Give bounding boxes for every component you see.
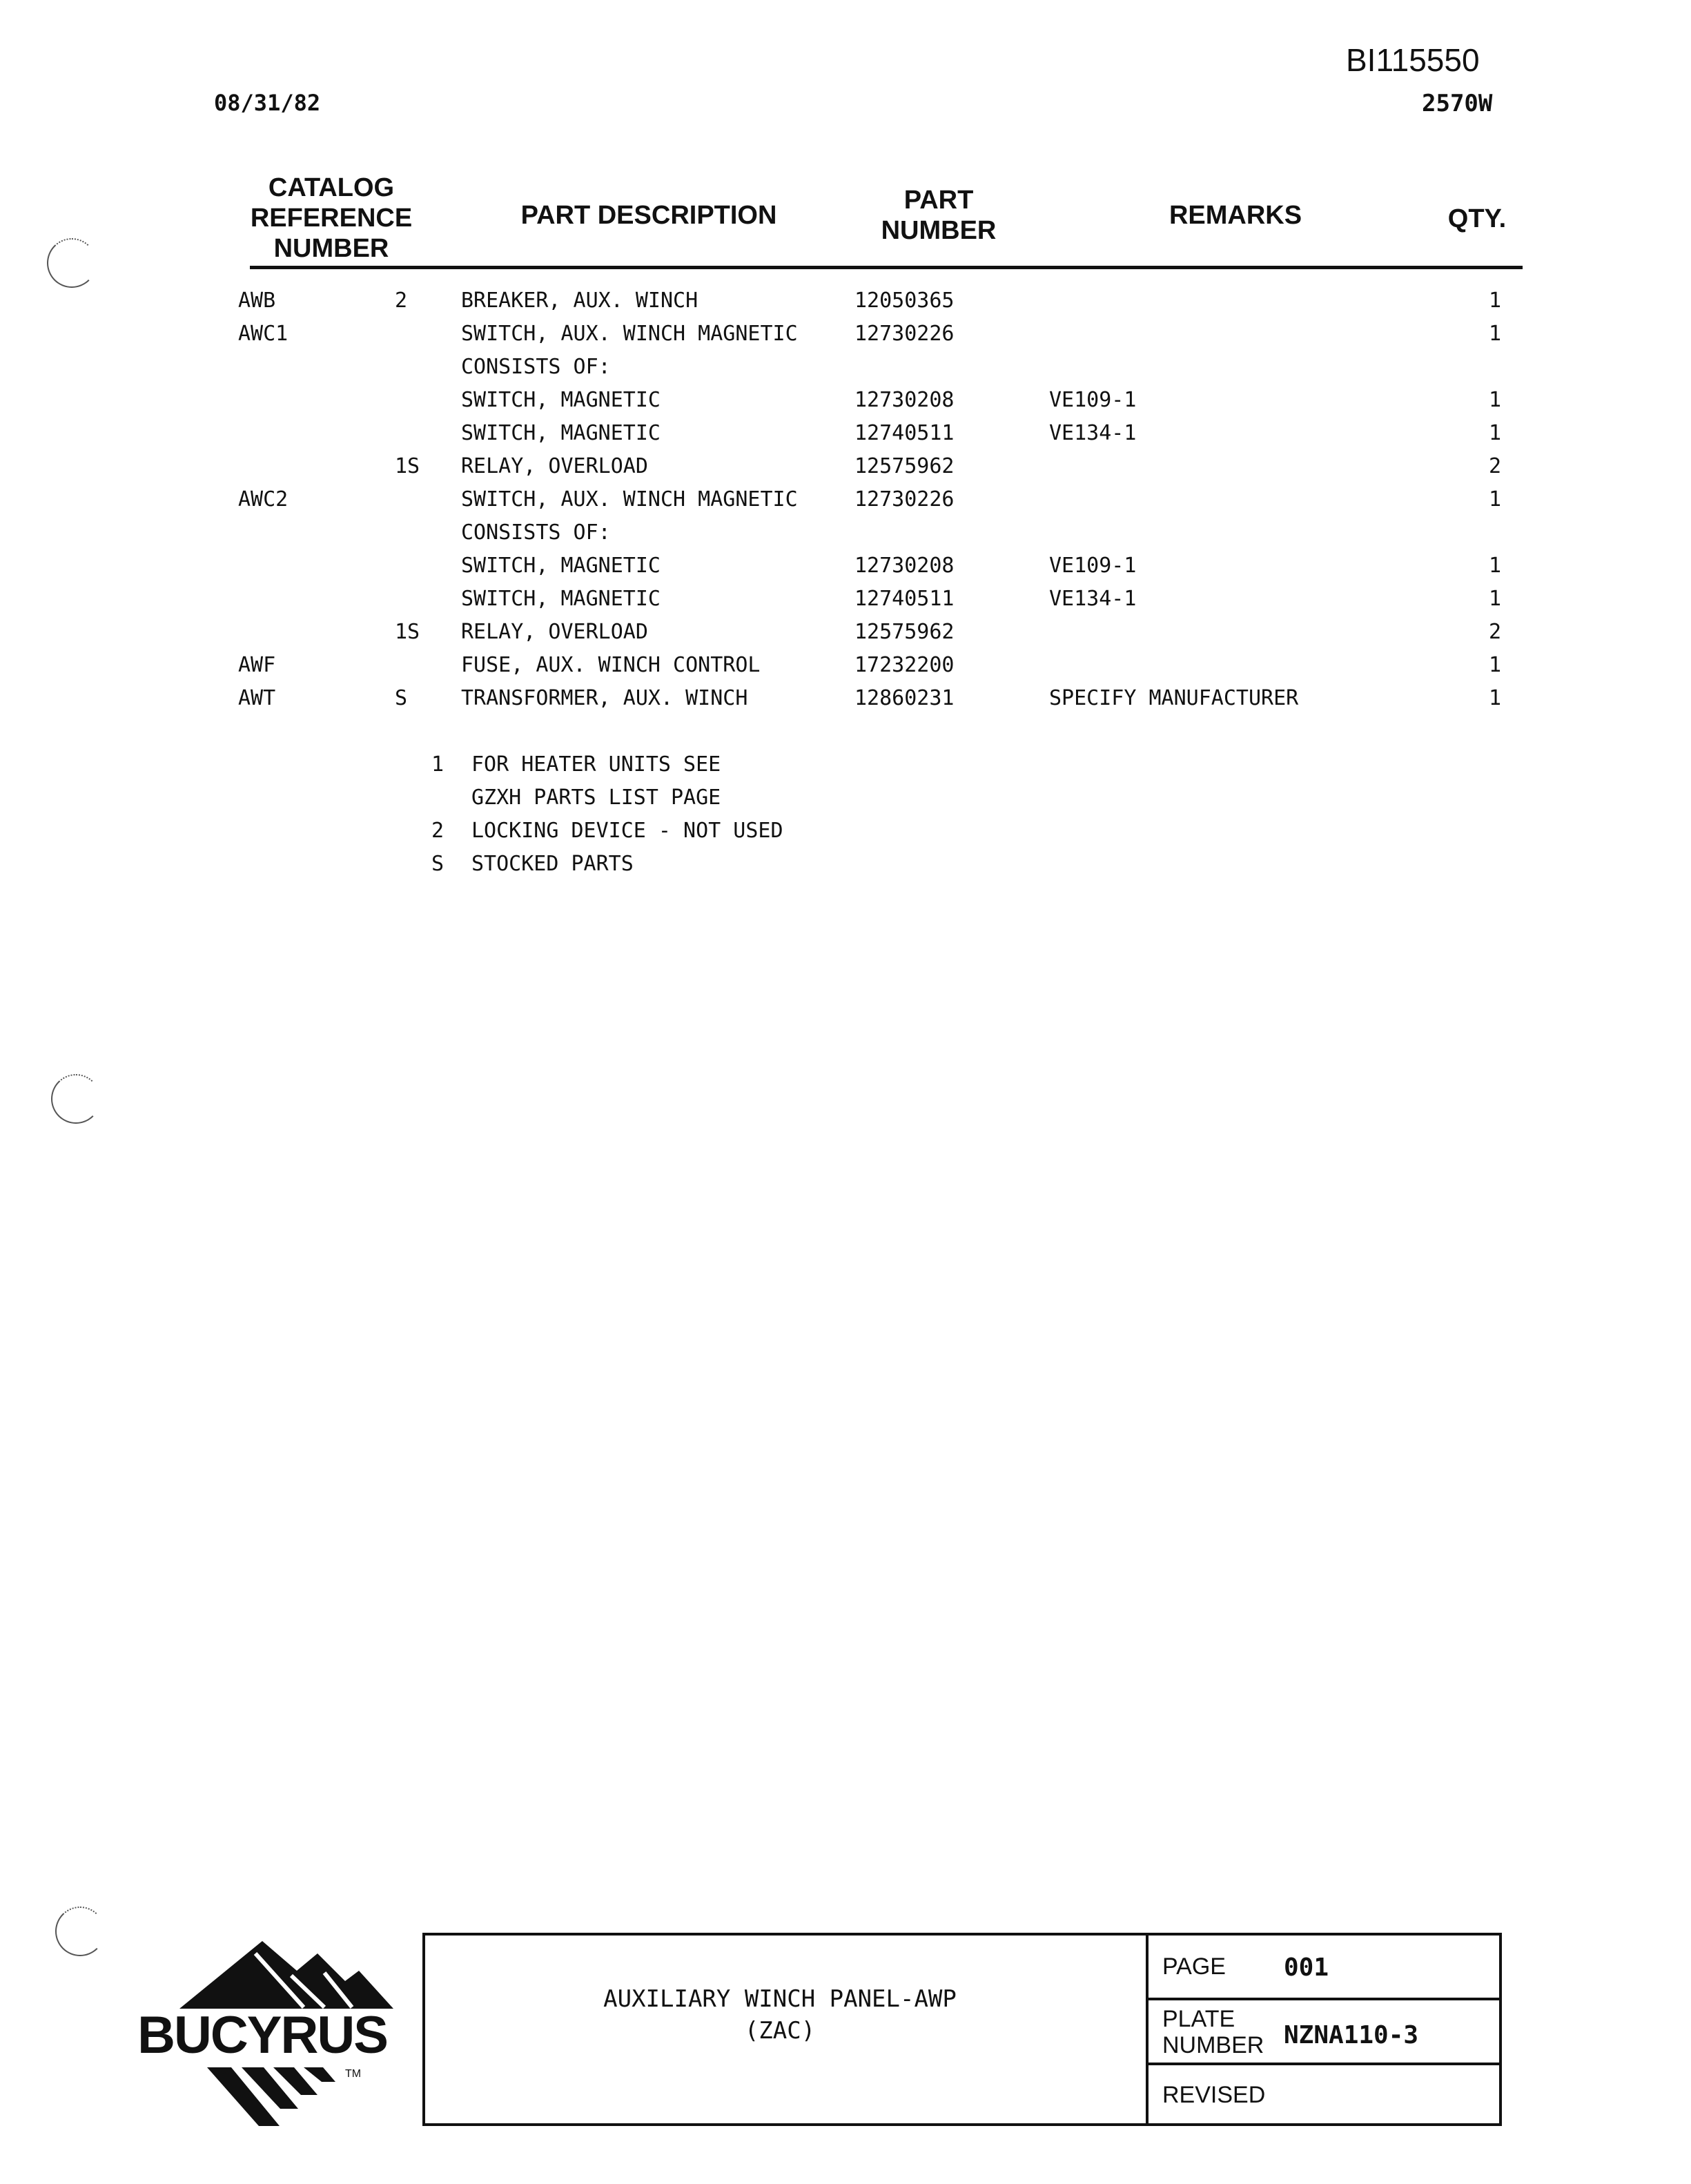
row-part-number: 12740511 <box>854 587 955 611</box>
column-header-remarks: REMARKS <box>1169 201 1302 230</box>
row-qty: 1 <box>1488 421 1501 445</box>
footnote-text: LOCKING DEVICE - NOT USED <box>471 819 783 843</box>
row-description: FUSE, AUX. WINCH CONTROL <box>461 653 761 677</box>
row-ref: AWB <box>238 289 276 313</box>
document-date: 08/31/82 <box>214 90 321 116</box>
column-header-catalog-reference: CATALOG REFERENCE NUMBER <box>250 173 413 263</box>
model-number: 2570W <box>1422 90 1493 117</box>
footnote-key: 1 <box>431 752 444 777</box>
row-part-number: 12860231 <box>854 686 955 710</box>
row-ref: AWC2 <box>238 487 289 511</box>
row-remarks: VE134-1 <box>1049 421 1137 445</box>
row-description: SWITCH, MAGNETIC <box>461 587 661 611</box>
row-qty: 1 <box>1488 587 1501 611</box>
row-qty: 2 <box>1488 454 1501 478</box>
footnote-key: S <box>431 852 444 876</box>
row-part-number: 12730208 <box>854 554 955 578</box>
page-label: PAGE <box>1162 1953 1226 1980</box>
row-remarks: VE109-1 <box>1049 388 1137 412</box>
row-description: SWITCH, MAGNETIC <box>461 554 661 578</box>
column-header-part-description: PART DESCRIPTION <box>520 201 777 230</box>
row-part-number: 12575962 <box>854 620 955 644</box>
plate-label-line1: PLATE <box>1162 2006 1235 2032</box>
revised-label: REVISED <box>1162 2082 1266 2108</box>
row-description: TRANSFORMER, AUX. WINCH <box>461 686 748 710</box>
plate-label-line2: NUMBER <box>1162 2032 1264 2058</box>
drawing-subtitle: (ZAC) <box>744 2017 816 2045</box>
row-part-number: 12740511 <box>854 421 955 445</box>
plate-number-label <box>1162 2006 1264 2058</box>
row-qty: 1 <box>1488 289 1501 313</box>
row-description: SWITCH, MAGNETIC <box>461 421 661 445</box>
title-block-divider <box>1146 1933 1148 2126</box>
footnote-text: GZXH PARTS LIST PAGE <box>471 786 721 810</box>
row-description: CONSISTS OF: <box>461 520 611 545</box>
row-description: RELAY, OVERLOAD <box>461 620 648 644</box>
row-note: S <box>395 686 408 710</box>
row-remarks: SPECIFY MANUFACTURER <box>1049 686 1299 710</box>
title-block-rule <box>1146 1998 1502 2000</box>
row-remarks: VE109-1 <box>1049 554 1137 578</box>
punch-hole-middle <box>51 1074 101 1124</box>
footnote-key: 2 <box>431 819 444 843</box>
row-qty: 1 <box>1488 653 1501 677</box>
row-qty: 1 <box>1488 487 1501 511</box>
punch-hole-top <box>47 238 97 288</box>
row-part-number: 12730208 <box>854 388 955 412</box>
row-part-number: 17232200 <box>854 653 955 677</box>
footnote-text: FOR HEATER UNITS SEE <box>471 752 721 777</box>
row-part-number: 12050365 <box>854 289 955 313</box>
row-ref: AWC1 <box>238 322 289 346</box>
row-description: RELAY, OVERLOAD <box>461 454 648 478</box>
row-ref: AWT <box>238 686 276 710</box>
logo-wordmark: BUCYRUS <box>137 2006 387 2065</box>
row-qty: 1 <box>1488 686 1501 710</box>
plate-number: NZNA110-3 <box>1284 2021 1419 2049</box>
footnote-text: STOCKED PARTS <box>471 852 634 876</box>
document-id: BI115550 <box>1346 42 1480 78</box>
row-ref: AWF <box>238 653 276 677</box>
row-qty: 2 <box>1488 620 1501 644</box>
row-qty: 1 <box>1488 554 1501 578</box>
trademark-mark: TM <box>345 2068 362 2080</box>
row-note: 1S <box>395 454 420 478</box>
row-description: SWITCH, AUX. WINCH MAGNETIC <box>461 487 798 511</box>
row-description: CONSISTS OF: <box>461 355 611 379</box>
column-header-part-number: PART NUMBER <box>881 186 997 245</box>
row-part-number: 12575962 <box>854 454 955 478</box>
row-description: SWITCH, MAGNETIC <box>461 388 661 412</box>
row-note: 2 <box>395 289 408 313</box>
header-rule <box>250 266 1523 269</box>
row-part-number: 12730226 <box>854 322 955 346</box>
row-description: SWITCH, AUX. WINCH MAGNETIC <box>461 322 798 346</box>
row-qty: 1 <box>1488 388 1501 412</box>
title-block-rule <box>1146 2063 1502 2065</box>
row-qty: 1 <box>1488 322 1501 346</box>
page-number: 001 <box>1284 1953 1329 1982</box>
row-description: BREAKER, AUX. WINCH <box>461 289 698 313</box>
drawing-title: AUXILIARY WINCH PANEL-AWP <box>603 1985 957 2013</box>
row-note: 1S <box>395 620 420 644</box>
row-part-number: 12730226 <box>854 487 955 511</box>
column-header-qty: QTY. <box>1447 204 1507 233</box>
bucyrus-logo <box>117 1940 407 2133</box>
row-remarks: VE134-1 <box>1049 587 1137 611</box>
punch-hole-bottom <box>55 1907 105 1956</box>
